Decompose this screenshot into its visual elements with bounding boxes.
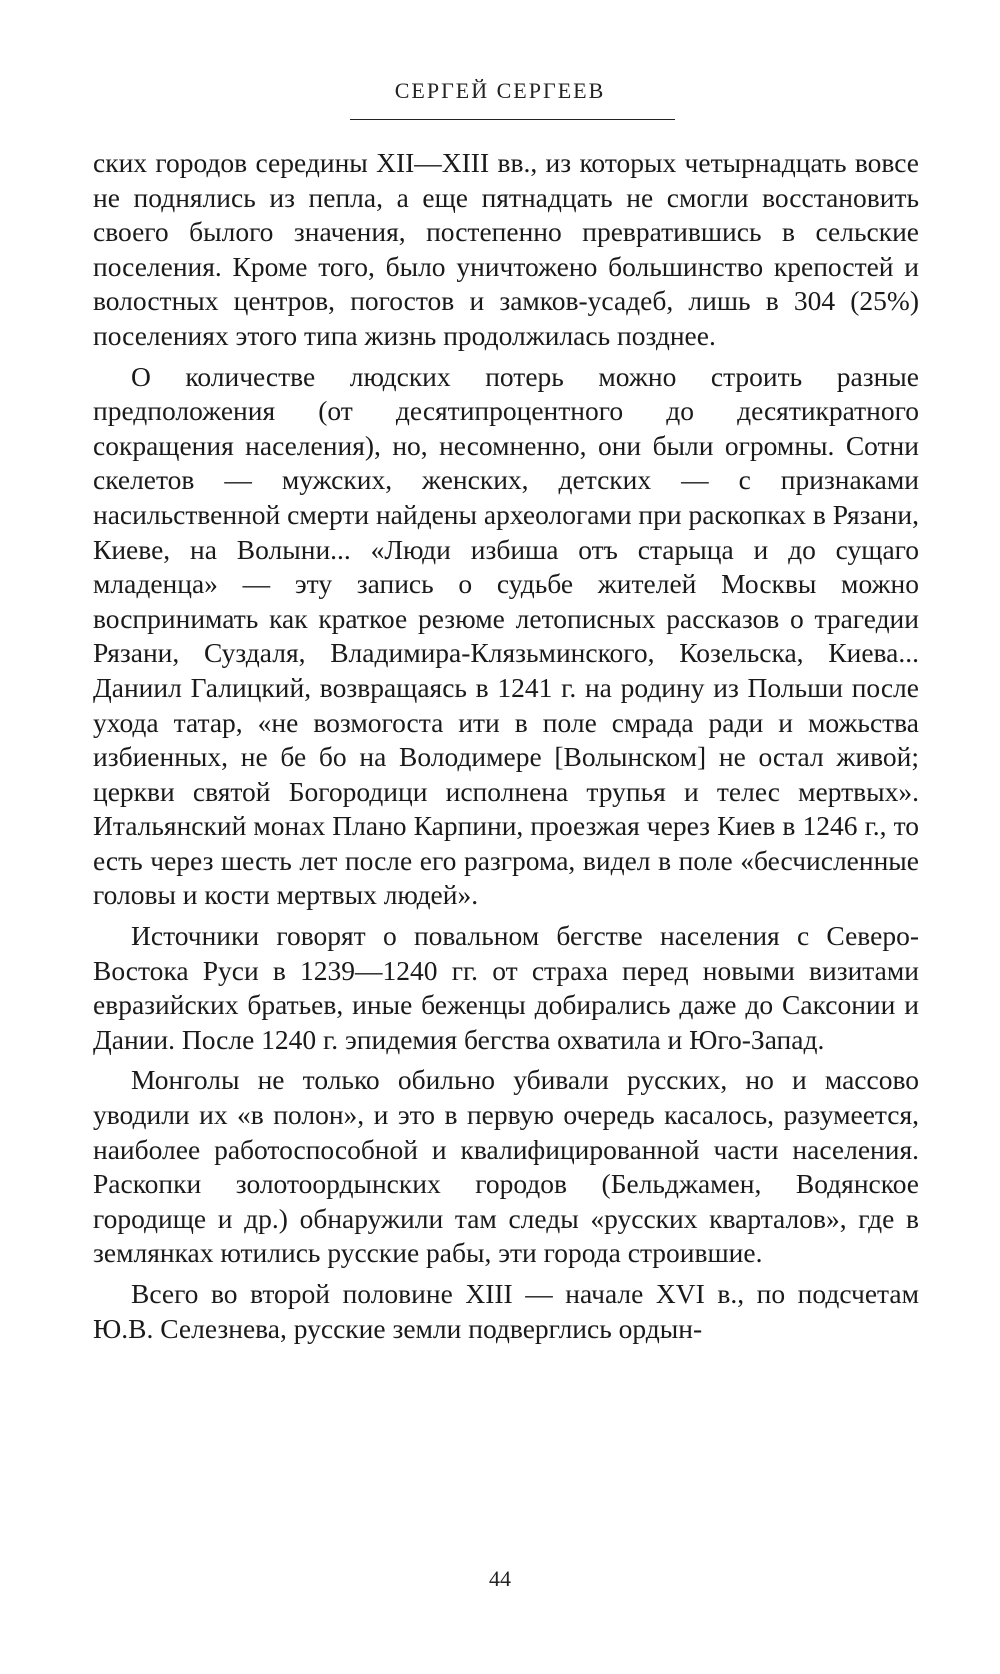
paragraph-3: Источники говорят о повальном бегстве населения с Северо-Востока Руси в 1239—1240 гг. от страха перед новыми визитами евразийских братьев, иные беженцы добирались даже до Саксонии и Дании. После 1240 г. эпидемия бегства охватила и Юго-Запад. bbox=[93, 920, 919, 1055]
paragraph-4: Монголы не только обильно убивали русских, но и массово уводили их «в полон», и это в первую очередь касалось, разумеется, наиболее работоспособной и квалифицированной части населения. Раскопки золотоордынских городов (Бельджамен, Водянское городище и др.) обнаружили там следы «русских кварталов», где в землянках ютились русские рабы, эти города строившие. bbox=[93, 1064, 919, 1269]
page-number: 44 bbox=[489, 1566, 511, 1591]
paragraph-1: ских городов середины XII—XIII вв., из которых четырнадцать вовсе не поднялись из пепла, а еще пятнадцать не смогли восстановить своего былого значения, постепенно превратившись в сельские поселения. Кроме того, было уничтожено большинство крепостей и волостных центров, погостов и замков-усадеб, лишь в 304 (25%) поселениях этого типа жизнь продолжилась позднее. bbox=[93, 147, 919, 351]
body-text bbox=[93, 146, 919, 1346]
header-rule bbox=[350, 119, 675, 120]
running-head: СЕРГЕЙ СЕРГЕЕВ bbox=[394, 78, 606, 103]
paragraph-2: О количестве людских потерь можно строить разные предположения (от десятипроцентного до десятикратного сокращения населения), но, несомненно, они были огромны. Сотни скелетов — мужских, женских, детских — с признаками насильственной смерти найдены археологами при раскопках в Рязани, Киеве, на Волыни... «Люди избиша отъ старыца и до сущаго младенца» — эту запись о судьбе жителей Москвы можно воспринимать как краткое резюме летописных рассказов о трагедии Рязани, Суздаля, Владимира-Клязьминского, Козельска, Киева... Даниил Галицкий, возвращаясь в 1241 г. на родину из Польши после ухода татар, «не возмогоста ити в поле смрада ради и можьства избиенных, не бе бо на Володимере [Волынском] не остал живой; церкви святой Богородици исполнена трупья и телес мертвых». Итальянский монах Плано Карпини, проезжая через Киев в 1246 г., то есть через шесть лет после его разгрома, видел в поле «бесчисленные головы и кости мертвых людей». bbox=[93, 360, 919, 911]
paragraph-5: Всего во второй половине XIII — начале XVI в., по подсчетам Ю.В. Селезнева, русские земли подверглись ордын- bbox=[93, 1278, 919, 1344]
